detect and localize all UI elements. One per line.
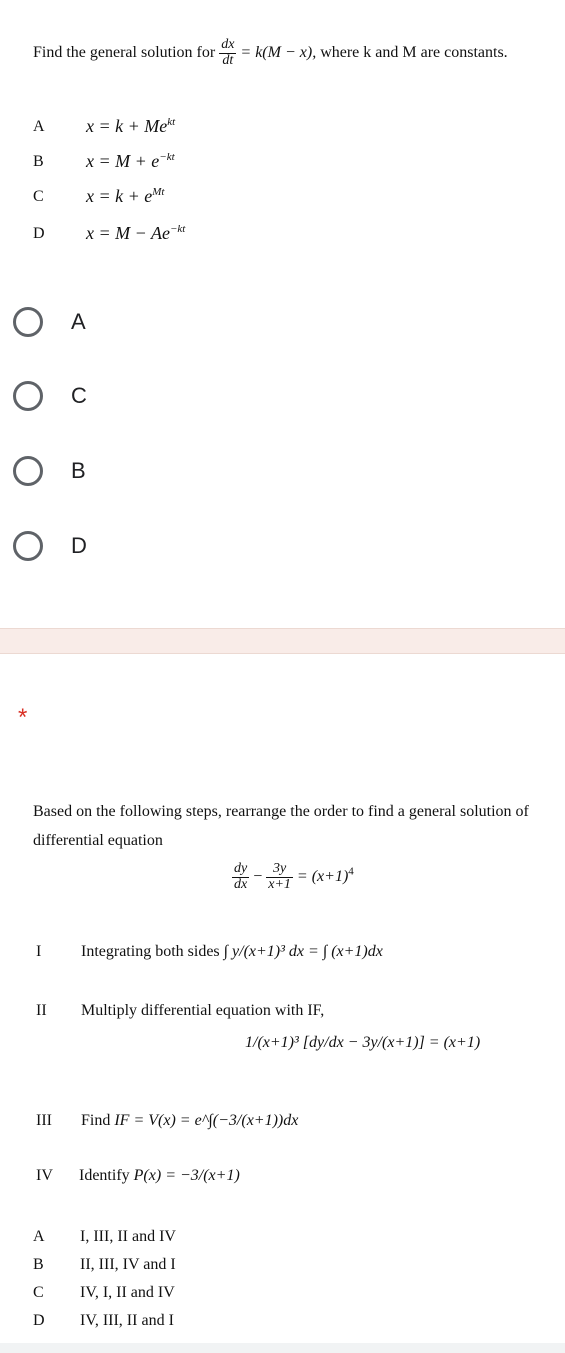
step-label: Integrating both sides [81, 943, 220, 960]
q1-prompt [33, 38, 508, 68]
answer-text: IV, I, II and IV [80, 1284, 175, 1301]
step-ii-math: 1/(x+1)³ [dy/dx − 3y/(x+1)] = (x+1) [245, 1034, 481, 1051]
eq-den: dx [234, 876, 248, 892]
option-expr-exp: Mt [152, 186, 165, 198]
radio-choice-c[interactable] [13, 381, 87, 411]
step-iii [81, 1112, 298, 1130]
eq-num: dy [234, 861, 248, 876]
q1-option-c [33, 188, 44, 206]
answer-letter: B [33, 1256, 44, 1273]
q1-prompt-prefix: Find the general solution for [33, 43, 216, 61]
option-expr-exp: −kt [159, 151, 175, 163]
option-expr-base: x = M − Ae [86, 223, 170, 243]
q1-eq-num: dx [221, 37, 235, 52]
answer-letter: A [33, 1228, 45, 1245]
q1-option-b-expr [86, 151, 175, 172]
step-number: I [36, 943, 42, 960]
required-asterisk: * [18, 704, 28, 731]
eq-minus: − [253, 867, 263, 885]
radio-label: A [71, 309, 86, 334]
eq-num: 3y [266, 862, 293, 878]
step-math: ∫ y/(x+1)³ dx = ∫ (x+1)dx [223, 943, 383, 960]
step-math: IF = V(x) = e^∫(−3/(x+1))dx [114, 1112, 299, 1129]
step-label: Identify [79, 1167, 130, 1184]
option-letter: C [33, 188, 44, 205]
radio-choice-a[interactable] [13, 307, 86, 337]
option-expr-exp: −kt [169, 223, 186, 235]
option-expr-base: x = k + Me [86, 116, 168, 136]
q2-prompt-line1: Based on the following steps, rearrange the order to find a general solution of [33, 803, 529, 820]
section-separator [0, 628, 565, 654]
q1-option-a [33, 118, 45, 136]
radio-choice-d[interactable] [13, 531, 87, 561]
q1-option-d [33, 225, 45, 243]
q1-option-a-expr [86, 116, 175, 137]
eq-frac-3y [266, 862, 293, 892]
answer-text: IV, III, II and I [80, 1312, 174, 1329]
option-letter: D [33, 225, 45, 242]
radio-circle-icon[interactable] [13, 456, 43, 486]
q2-equation [232, 862, 354, 892]
q1-prompt-suffix: where k and M are constants. [320, 43, 508, 61]
bottom-strip [0, 1343, 565, 1353]
eq-rhs-exp: 4 [348, 865, 354, 878]
step-number: II [36, 1002, 47, 1019]
option-expr-base: x = M + e [86, 151, 160, 171]
eq-frac-dy-dx [232, 862, 249, 892]
step-label: Find [81, 1112, 111, 1129]
radio-label: C [71, 383, 87, 408]
answer-text: I, III, II and IV [80, 1228, 176, 1245]
q1-option-b [33, 153, 44, 171]
answer-letter: D [33, 1312, 45, 1329]
q1-eq-den: dt [222, 52, 234, 68]
answer-letter: C [33, 1284, 44, 1301]
radio-circle-icon[interactable] [13, 307, 43, 337]
step-number: IV [36, 1167, 53, 1184]
radio-choice-b[interactable] [13, 456, 86, 486]
option-letter: A [33, 118, 45, 135]
q2-prompt-line2: differential equation [33, 832, 163, 849]
step-number: III [36, 1112, 52, 1129]
eq-den: x+1 [268, 876, 291, 892]
radio-circle-icon[interactable] [13, 381, 43, 411]
option-expr-base: x = k + e [86, 186, 153, 206]
step-i [81, 943, 383, 961]
eq-rhs: = (x+1) [296, 867, 349, 885]
option-expr-exp: kt [167, 116, 176, 128]
q1-equation-fraction [219, 38, 236, 68]
radio-circle-icon[interactable] [13, 531, 43, 561]
radio-label: B [71, 458, 86, 483]
step-math: P(x) = −3/(x+1) [133, 1167, 240, 1184]
step-ii-label: Multiply differential equation with IF, [81, 1002, 325, 1019]
q1-option-d-expr [86, 223, 185, 244]
step-iv [79, 1167, 240, 1185]
answer-text: II, III, IV and I [80, 1256, 176, 1273]
radio-label: D [71, 533, 87, 558]
q1-eq-rhs: = k(M − x), [240, 43, 317, 61]
q1-option-c-expr [86, 186, 165, 207]
option-letter: B [33, 153, 44, 170]
